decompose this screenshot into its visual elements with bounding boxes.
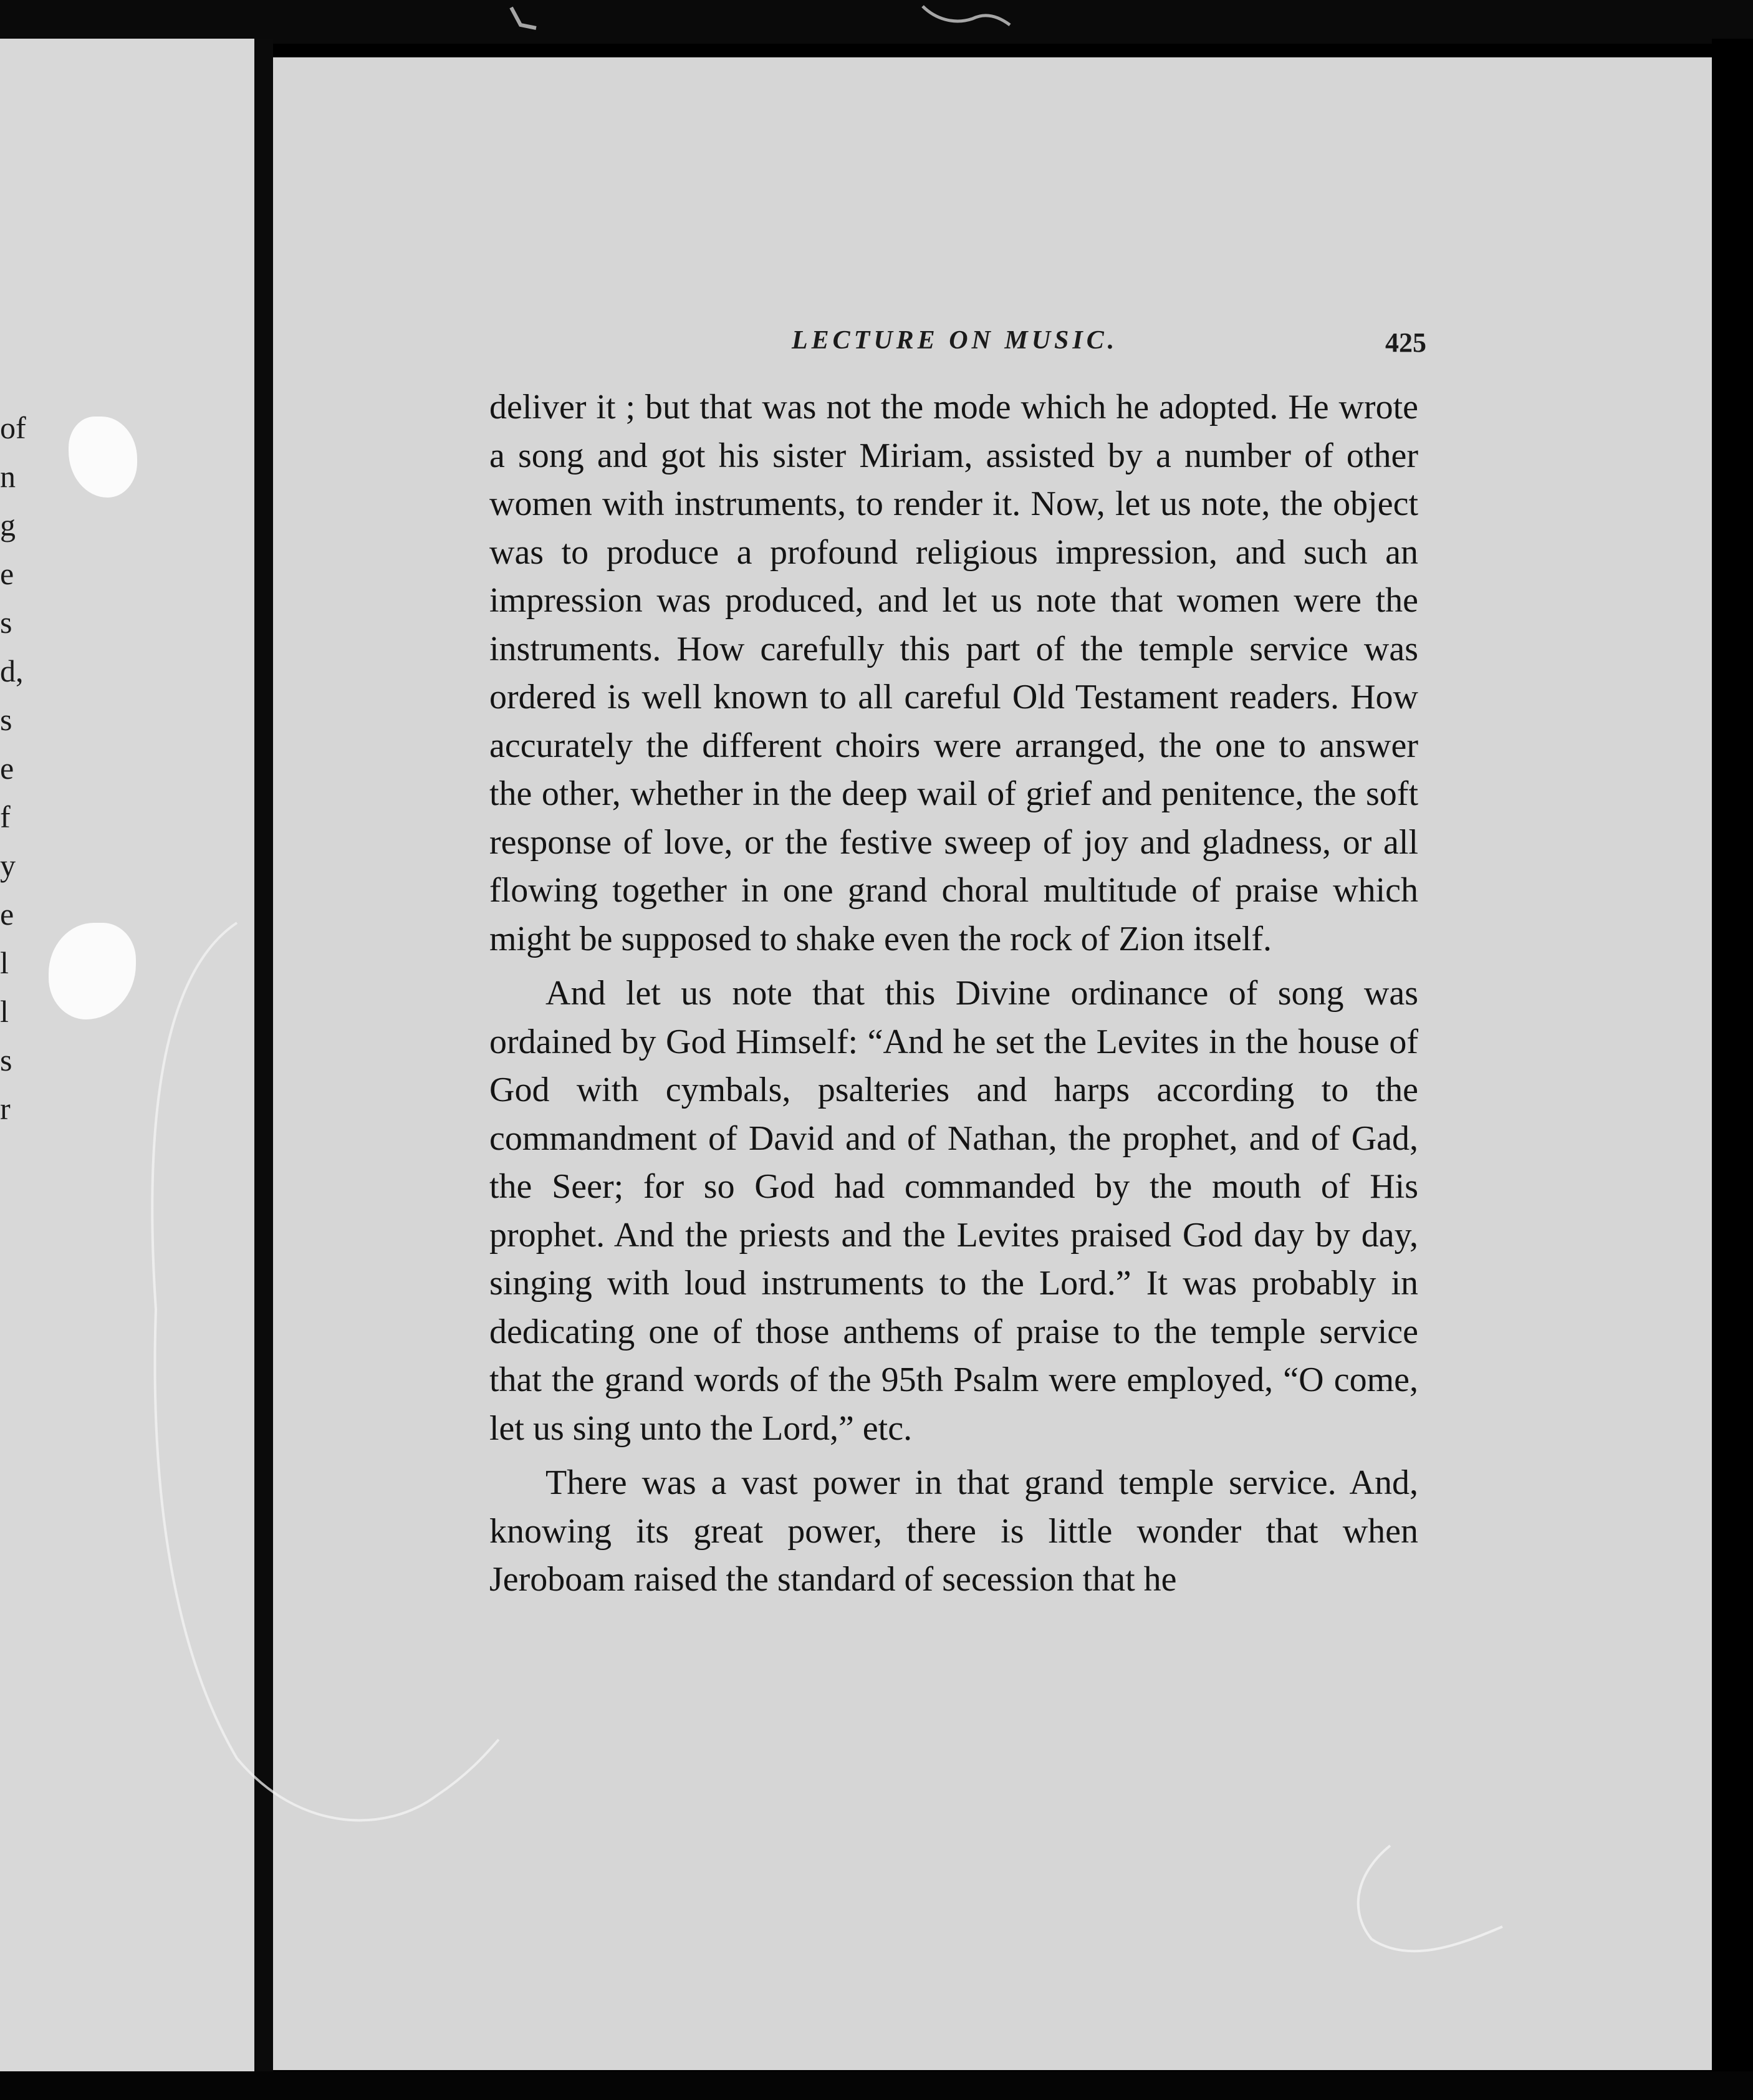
facing-page-fragment: f [0,799,11,834]
facing-page-fragment: g [0,508,16,542]
facing-page-fragment: s [0,605,12,640]
page-number: 425 [1385,327,1426,358]
facing-page-fragment: r [0,1091,11,1126]
facing-page-fragment: n [0,459,16,494]
facing-page-fragment: l [0,994,9,1029]
scan-bottom-border [0,2071,1753,2100]
scan-top-border [0,0,1753,44]
paragraph: And let us note that this Divine ordinance of song was ordained by God Himself: “And he set the Levites in the house of God with cymbals, psalteries and harps according to the commandment of David and of Nathan, the prophet, and of Gad, the Seer; for so God had commanded by the mouth of His prophet. And the priests and the Levites praised God day by day, singing with loud instruments to the Lord.” It was probably in dedicating one of those anthems of praise to the temple service that the grand words of the 95th Psalm were employed, “O come, let us sing unto the Lord,” etc. [489,974,1418,1448]
facing-page-text-fragments [0,403,37,1133]
paragraph: There was a vast power in that grand temple service. And, knowing its great power, there is little wonder that when Jeroboam raised the standard of secession that he [489,1463,1418,1599]
facing-page-fragment: s [0,702,12,737]
page-body-text [489,383,1418,1604]
facing-page-fragment: y [0,848,16,883]
facing-page-fragment: e [0,897,14,932]
facing-page-fragment: e [0,751,14,786]
facing-page-fragment: of [0,410,26,445]
facing-page-fragment: l [0,945,9,980]
running-title: LECTURE ON MUSIC. [792,326,1118,355]
facing-page-fragment: s [0,1043,12,1077]
paper-blemish [69,417,137,498]
facing-page-fragment: d, [0,653,24,688]
paragraph: deliver it ; but that was not the mode which he adopted. He wrote a song and got his sister Miriam, assisted by a number of other women with instruments, to render it. Now, let us note, the object was to produce a profound religious impression, and such an impression was produced, and let us note that women were the instruments. How carefully this part of the temple service was ordered is well known to all careful Old Testament readers. How accurately the different choirs were arranged, the one to answer the other, whether in the deep wail of grief and penitence, the soft response of love, or the festive sweep of joy and gladness, or all flowing together in one grand choral multitude of praise which might be supposed to shake even the rock of Zion itself. [489,388,1418,958]
scan-right-border [1712,39,1753,2100]
facing-page-left [0,39,254,2071]
facing-page-fragment: e [0,556,14,591]
paper-blemish [49,923,136,1019]
book-gutter [254,39,273,2071]
